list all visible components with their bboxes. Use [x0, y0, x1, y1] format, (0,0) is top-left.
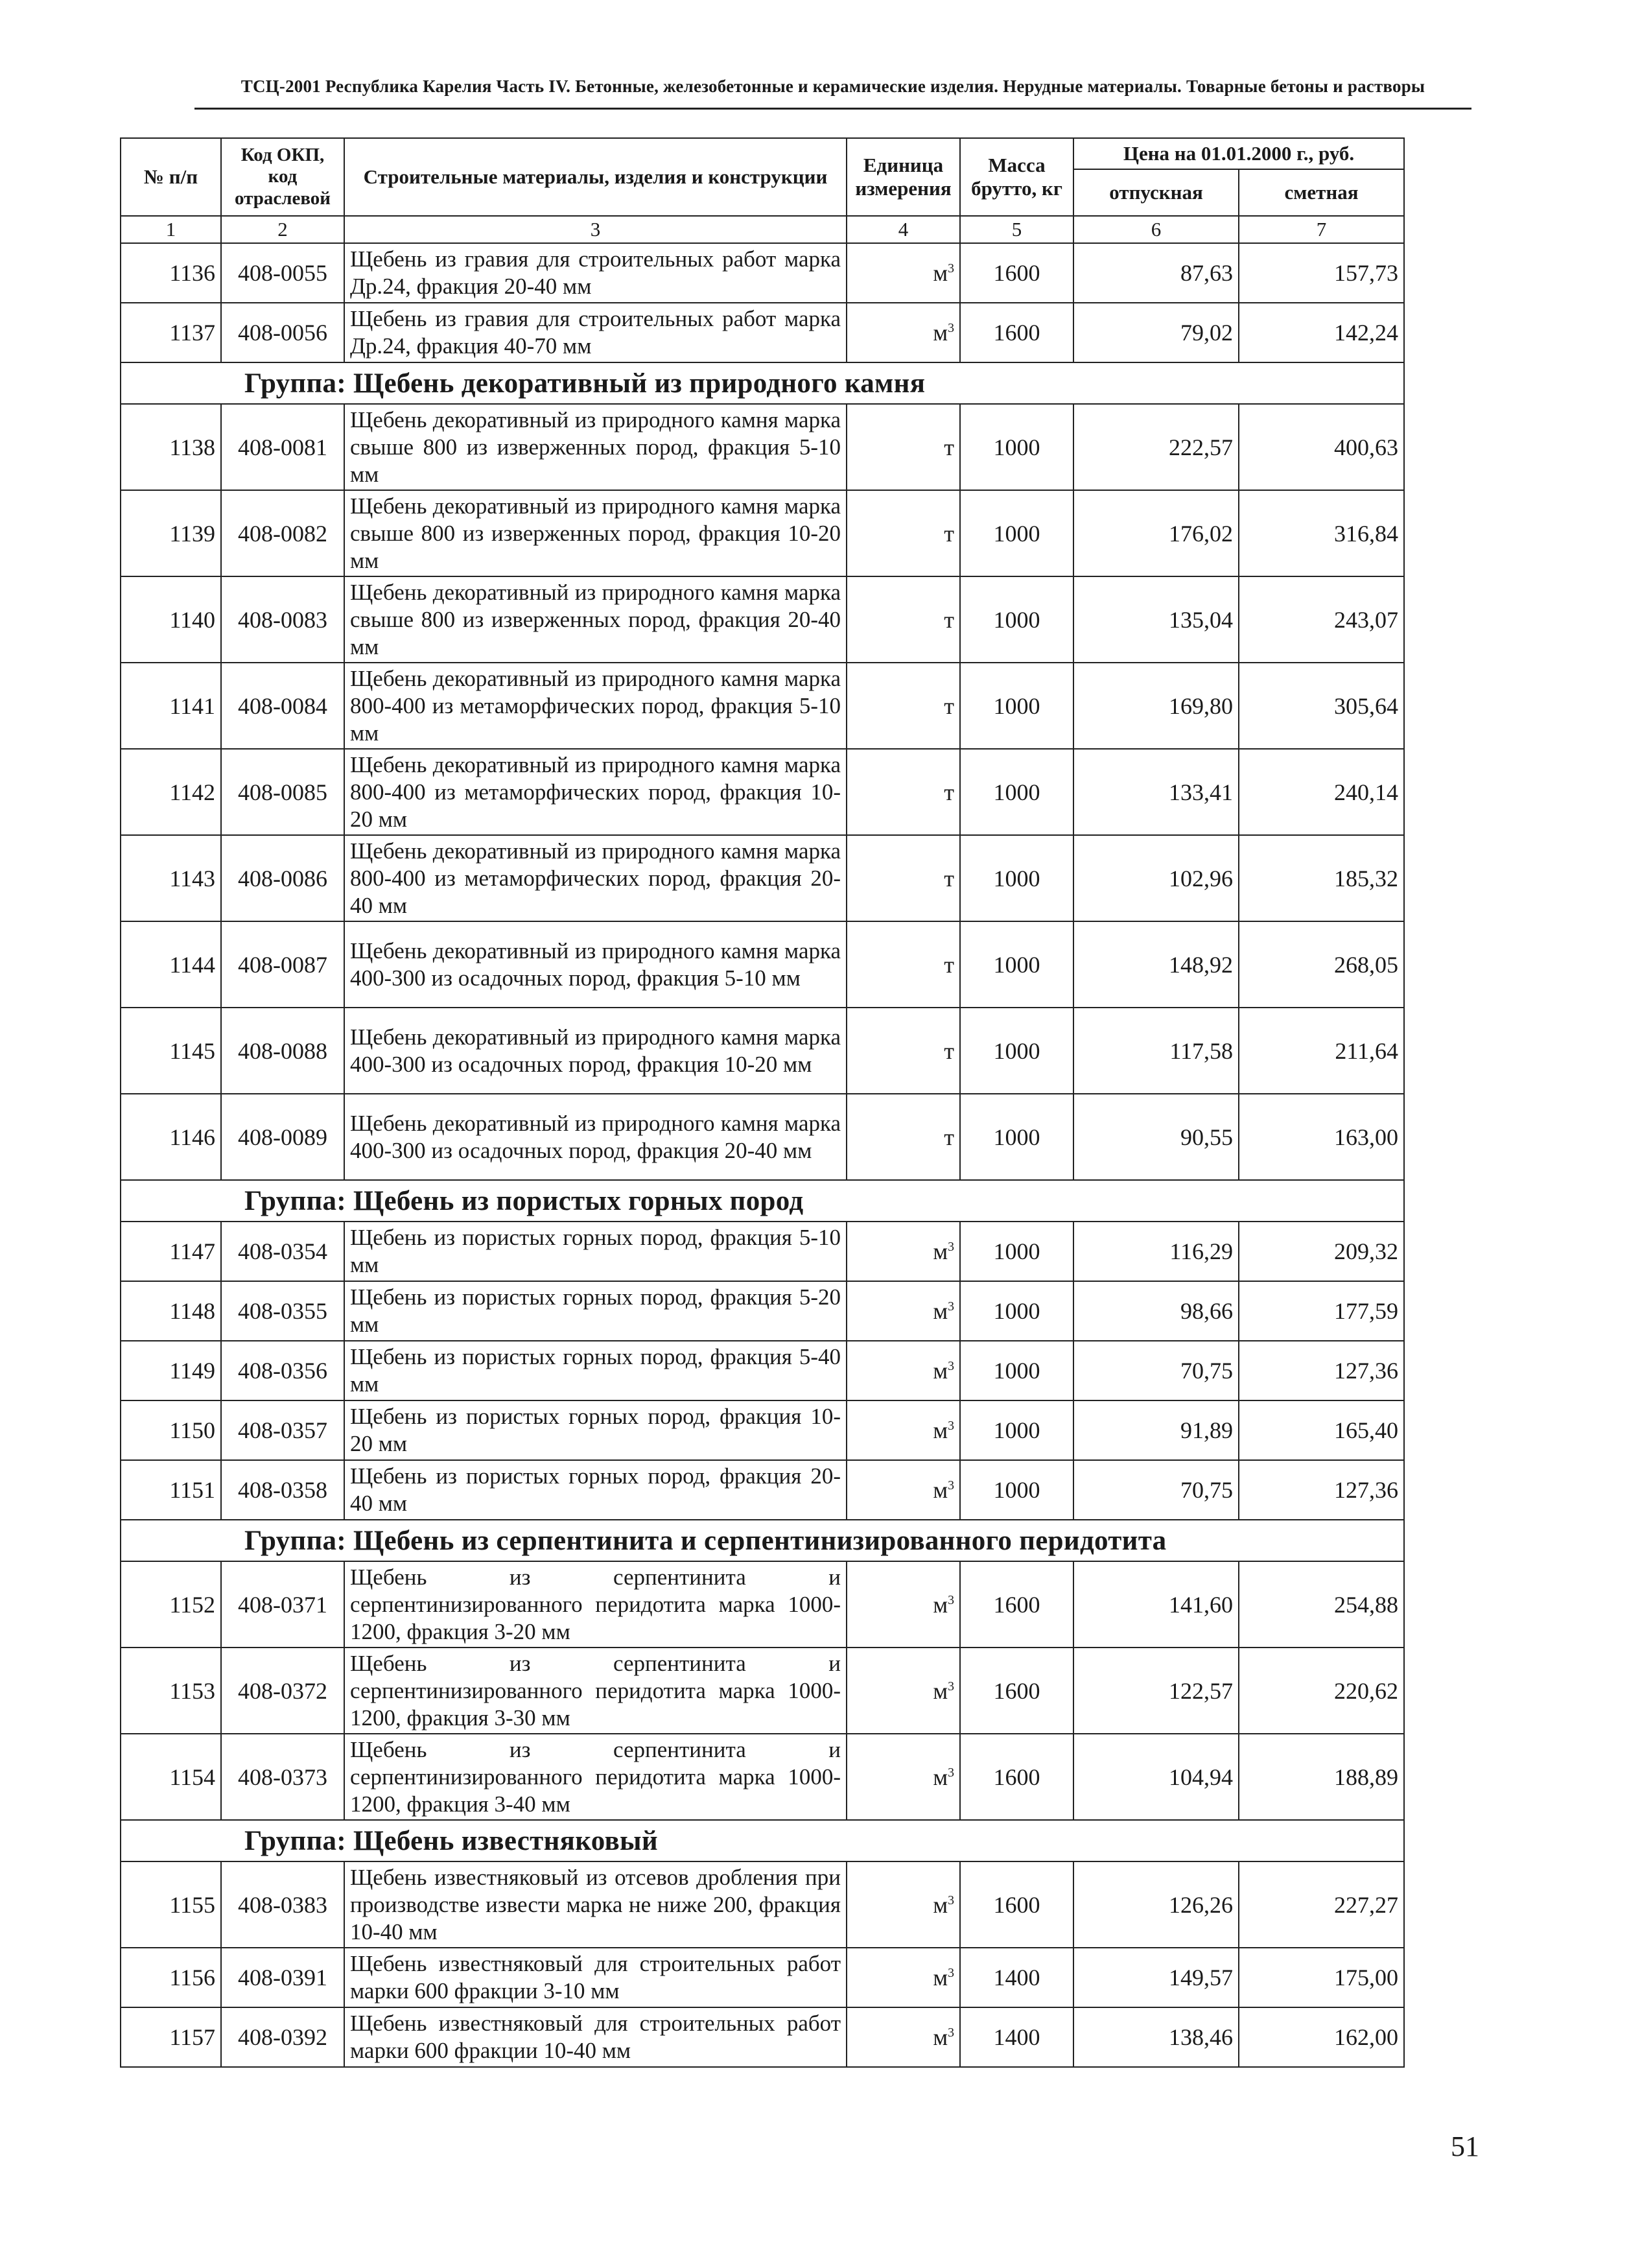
- row-number: 1153: [121, 1648, 221, 1734]
- table-row: [121, 749, 1404, 835]
- unit-base: т: [944, 1124, 954, 1150]
- group-title: Группа: Щебень из пористых горных пород: [121, 1180, 1404, 1222]
- material-name: Щебень из пористых горных пород, фракция 5-40 мм: [344, 1341, 847, 1400]
- unit-base: т: [944, 865, 954, 892]
- okp-code: 408-0354: [221, 1222, 344, 1281]
- okp-code: 408-0372: [221, 1648, 344, 1734]
- table-row: [121, 490, 1404, 576]
- mass: 1600: [960, 303, 1073, 362]
- table-row: [121, 1734, 1404, 1820]
- mass: 1000: [960, 1281, 1073, 1341]
- table-row: [121, 835, 1404, 921]
- price-release: 104,94: [1073, 1734, 1239, 1820]
- material-name: Щебень декоративный из природного камня марка 800-400 из метаморфических пород, фракция 5-10 мм: [344, 663, 847, 749]
- price-estimate: 400,63: [1239, 404, 1404, 490]
- table-row: [121, 1948, 1404, 2007]
- running-header: ТСЦ-2001 Республика Карелия Часть IV. Бетонные, железобетонные и керамические изделия. Нерудные материалы. Товарные бетоны и растворы: [240, 77, 1425, 96]
- okp-code: 408-0392: [221, 2007, 344, 2067]
- row-number: 1145: [121, 1008, 221, 1094]
- okp-code: 408-0358: [221, 1460, 344, 1520]
- table-row: [121, 576, 1404, 663]
- price-release: 122,57: [1073, 1648, 1239, 1734]
- price-estimate: 177,59: [1239, 1281, 1404, 1341]
- table-row: [121, 1561, 1404, 1648]
- mass: 1000: [960, 1008, 1073, 1094]
- price-estimate: 162,00: [1239, 2007, 1404, 2067]
- price-estimate: 211,64: [1239, 1008, 1404, 1094]
- unit-exponent: 3: [948, 1893, 954, 1908]
- mass: 1400: [960, 1948, 1073, 2007]
- unit-base: м: [933, 1477, 948, 1503]
- okp-code: 408-0357: [221, 1400, 344, 1460]
- unit: [847, 1861, 960, 1948]
- mass: 1000: [960, 576, 1073, 663]
- unit-base: м: [933, 1298, 948, 1324]
- unit-exponent: 3: [948, 321, 954, 335]
- mass: 1600: [960, 1861, 1073, 1948]
- price-release: 90,55: [1073, 1094, 1239, 1180]
- price-estimate: 268,05: [1239, 921, 1404, 1008]
- page-number: 51: [1451, 2131, 1479, 2162]
- price-estimate: 316,84: [1239, 490, 1404, 576]
- unit-base: м: [933, 260, 948, 286]
- material-name: Щебень из серпентинита и серпентинизированного перидотита марка 1000-1200, фракция 3-30 мм: [344, 1648, 847, 1734]
- mass: 1600: [960, 1648, 1073, 1734]
- price-release: 222,57: [1073, 404, 1239, 490]
- unit-base: т: [944, 951, 954, 978]
- material-name: Щебень из серпентинита и серпентинизированного перидотита марка 1000-1200, фракция 3-20 мм: [344, 1561, 847, 1648]
- price-estimate: 163,00: [1239, 1094, 1404, 1180]
- price-release: 133,41: [1073, 749, 1239, 835]
- unit: [847, 1460, 960, 1520]
- row-number: 1142: [121, 749, 221, 835]
- mass: 1000: [960, 1094, 1073, 1180]
- okp-code: 408-0373: [221, 1734, 344, 1820]
- price-estimate: 227,27: [1239, 1861, 1404, 1948]
- material-name: Щебень из пористых горных пород, фракция 5-10 мм: [344, 1222, 847, 1281]
- table-row: [121, 2007, 1404, 2067]
- unit-base: м: [933, 2024, 948, 2050]
- row-number: 1150: [121, 1400, 221, 1460]
- table-row: [121, 303, 1404, 362]
- col-header-price-estimate: сметная: [1239, 169, 1404, 216]
- price-estimate: 127,36: [1239, 1460, 1404, 1520]
- unit-base: м: [933, 320, 948, 346]
- column-number: 5: [960, 216, 1073, 243]
- price-estimate: 243,07: [1239, 576, 1404, 663]
- unit-base: т: [944, 434, 954, 460]
- price-estimate: 220,62: [1239, 1648, 1404, 1734]
- unit: [847, 1561, 960, 1648]
- unit: [847, 1948, 960, 2007]
- price-release: 148,92: [1073, 921, 1239, 1008]
- unit: [847, 1008, 960, 1094]
- material-name: Щебень из пористых горных пород, фракция 5-20 мм: [344, 1281, 847, 1341]
- unit-exponent: 3: [948, 1765, 954, 1780]
- material-name: Щебень декоративный из природного камня марка 400-300 из осадочных пород, фракция 10-20 мм: [344, 1008, 847, 1094]
- row-number: 1136: [121, 243, 221, 303]
- okp-code: 408-0088: [221, 1008, 344, 1094]
- unit: [847, 1094, 960, 1180]
- row-number: 1143: [121, 835, 221, 921]
- price-release: 149,57: [1073, 1948, 1239, 2007]
- unit-base: м: [933, 1677, 948, 1704]
- unit-base: т: [944, 779, 954, 805]
- column-number: 7: [1239, 216, 1404, 243]
- price-release: 138,46: [1073, 2007, 1239, 2067]
- unit-base: т: [944, 520, 954, 547]
- unit: [847, 1341, 960, 1400]
- mass: 1000: [960, 490, 1073, 576]
- unit-exponent: 3: [948, 1966, 954, 1980]
- okp-code: 408-0089: [221, 1094, 344, 1180]
- unit: [847, 243, 960, 303]
- row-number: 1148: [121, 1281, 221, 1341]
- material-name: Щебень известняковый для строительных работ марки 600 фракции 3-10 мм: [344, 1948, 847, 2007]
- group-title: Группа: Щебень из серпентинита и серпентинизированного перидотита: [121, 1520, 1404, 1561]
- price-release: 102,96: [1073, 835, 1239, 921]
- mass: 1000: [960, 921, 1073, 1008]
- unit: [847, 1734, 960, 1820]
- unit: [847, 749, 960, 835]
- price-estimate: 254,88: [1239, 1561, 1404, 1648]
- material-name: Щебень декоративный из природного камня марка 800-400 из метаморфических пород, фракция 10-20 мм: [344, 749, 847, 835]
- material-name: Щебень декоративный из природного камня марка 400-300 из осадочных пород, фракция 20-40 мм: [344, 1094, 847, 1180]
- okp-code: 408-0081: [221, 404, 344, 490]
- material-name: Щебень декоративный из природного камня марка свыше 800 из изверженных пород, фракция 20-40 мм: [344, 576, 847, 663]
- unit: [847, 303, 960, 362]
- okp-code: 408-0083: [221, 576, 344, 663]
- group-row: [121, 1520, 1404, 1561]
- unit-base: м: [933, 1591, 948, 1618]
- col-header-mass: Масса брутто, кг: [960, 138, 1073, 216]
- column-number: 2: [221, 216, 344, 243]
- unit: [847, 2007, 960, 2067]
- okp-code: 408-0084: [221, 663, 344, 749]
- column-number-row: [121, 216, 1404, 243]
- column-number: 3: [344, 216, 847, 243]
- price-estimate: 209,32: [1239, 1222, 1404, 1281]
- table-row: [121, 1008, 1404, 1094]
- okp-code: 408-0391: [221, 1948, 344, 2007]
- okp-code: 408-0356: [221, 1341, 344, 1400]
- row-number: 1155: [121, 1861, 221, 1948]
- mass: 1000: [960, 749, 1073, 835]
- price-release: 135,04: [1073, 576, 1239, 663]
- okp-code: 408-0082: [221, 490, 344, 576]
- price-estimate: 165,40: [1239, 1400, 1404, 1460]
- table-row: [121, 663, 1404, 749]
- material-name: Щебень из пористых горных пород, фракция 20-40 мм: [344, 1460, 847, 1520]
- table-row: [121, 1861, 1404, 1948]
- row-number: 1146: [121, 1094, 221, 1180]
- okp-code: 408-0085: [221, 749, 344, 835]
- col-header-name: Строительные материалы, изделия и конструкции: [344, 138, 847, 216]
- col-header-num: № п/п: [121, 138, 221, 216]
- table-row: [121, 1222, 1404, 1281]
- table-row: [121, 1400, 1404, 1460]
- row-number: 1151: [121, 1460, 221, 1520]
- row-number: 1140: [121, 576, 221, 663]
- row-number: 1157: [121, 2007, 221, 2067]
- unit-base: т: [944, 692, 954, 719]
- row-number: 1141: [121, 663, 221, 749]
- price-estimate: 175,00: [1239, 1948, 1404, 2007]
- unit-exponent: 3: [948, 2026, 954, 2040]
- unit: [847, 1281, 960, 1341]
- col-header-price-group: Цена на 01.01.2000 г., руб.: [1073, 138, 1404, 169]
- price-estimate: 305,64: [1239, 663, 1404, 749]
- price-table: [120, 137, 1405, 2068]
- table-row: [121, 1341, 1404, 1400]
- row-number: 1147: [121, 1222, 221, 1281]
- unit: [847, 663, 960, 749]
- unit-exponent: 3: [948, 1478, 954, 1493]
- row-number: 1152: [121, 1561, 221, 1648]
- row-number: 1139: [121, 490, 221, 576]
- price-estimate: 142,24: [1239, 303, 1404, 362]
- unit-exponent: 3: [948, 1240, 954, 1254]
- price-release: 126,26: [1073, 1861, 1239, 1948]
- group-row: [121, 1820, 1404, 1861]
- mass: 1600: [960, 1734, 1073, 1820]
- group-row: [121, 362, 1404, 404]
- price-release: 169,80: [1073, 663, 1239, 749]
- material-name: Щебень из гравия для строительных работ марка Др.24, фракция 20-40 мм: [344, 243, 847, 303]
- row-number: 1156: [121, 1948, 221, 2007]
- table-row: [121, 1281, 1404, 1341]
- unit-base: м: [933, 1417, 948, 1443]
- unit-base: м: [933, 1965, 948, 1990]
- unit-exponent: 3: [948, 1359, 954, 1373]
- column-number: 4: [847, 216, 960, 243]
- unit-base: м: [933, 1764, 948, 1790]
- price-release: 91,89: [1073, 1400, 1239, 1460]
- okp-code: 408-0371: [221, 1561, 344, 1648]
- unit: [847, 576, 960, 663]
- unit-base: м: [933, 1891, 948, 1918]
- mass: 1000: [960, 835, 1073, 921]
- price-release: 116,29: [1073, 1222, 1239, 1281]
- table-row: [121, 1648, 1404, 1734]
- mass: 1000: [960, 1400, 1073, 1460]
- row-number: 1149: [121, 1341, 221, 1400]
- unit-base: м: [933, 1358, 948, 1384]
- okp-code: 408-0086: [221, 835, 344, 921]
- unit: [847, 490, 960, 576]
- mass: 1400: [960, 2007, 1073, 2067]
- unit-exponent: 3: [948, 1592, 954, 1607]
- table-row: [121, 404, 1404, 490]
- material-name: Щебень из гравия для строительных работ марка Др.24, фракция 40-70 мм: [344, 303, 847, 362]
- unit: [847, 1400, 960, 1460]
- unit: [847, 404, 960, 490]
- mass: 1600: [960, 1561, 1073, 1648]
- price-release: 117,58: [1073, 1008, 1239, 1094]
- material-name: Щебень известняковый из отсевов дробления при производстве извести марка не ниже 200, фракция 10-40 мм: [344, 1861, 847, 1948]
- table-row: [121, 1094, 1404, 1180]
- mass: 1000: [960, 1460, 1073, 1520]
- mass: 1000: [960, 1222, 1073, 1281]
- price-estimate: 188,89: [1239, 1734, 1404, 1820]
- mass: 1000: [960, 1341, 1073, 1400]
- table-body: [121, 216, 1404, 2067]
- okp-code: 408-0383: [221, 1861, 344, 1948]
- price-release: 87,63: [1073, 243, 1239, 303]
- material-name: Щебень декоративный из природного камня марка свыше 800 из изверженных пород, фракция 10-20 мм: [344, 490, 847, 576]
- group-title: Группа: Щебень известняковый: [121, 1820, 1404, 1861]
- row-number: 1154: [121, 1734, 221, 1820]
- material-name: Щебень из пористых горных пород, фракция 10-20 мм: [344, 1400, 847, 1460]
- row-number: 1144: [121, 921, 221, 1008]
- price-release: 70,75: [1073, 1341, 1239, 1400]
- price-release: 79,02: [1073, 303, 1239, 362]
- row-number: 1138: [121, 404, 221, 490]
- okp-code: 408-0355: [221, 1281, 344, 1341]
- group-title: Группа: Щебень декоративный из природного камня: [121, 362, 1404, 404]
- price-release: 98,66: [1073, 1281, 1239, 1341]
- unit: [847, 835, 960, 921]
- price-release: 176,02: [1073, 490, 1239, 576]
- mass: 1000: [960, 404, 1073, 490]
- okp-code: 408-0087: [221, 921, 344, 1008]
- material-name: Щебень декоративный из природного камня марка 400-300 из осадочных пород, фракция 5-10 мм: [344, 921, 847, 1008]
- material-name: Щебень декоративный из природного камня марка 800-400 из метаморфических пород, фракция 20-40 мм: [344, 835, 847, 921]
- unit-base: т: [944, 1037, 954, 1064]
- okp-code: 408-0055: [221, 243, 344, 303]
- unit: [847, 1222, 960, 1281]
- price-estimate: 157,73: [1239, 243, 1404, 303]
- unit-base: м: [933, 1238, 948, 1264]
- mass: 1000: [960, 663, 1073, 749]
- group-row: [121, 1180, 1404, 1222]
- table-row: [121, 921, 1404, 1008]
- material-name: Щебень из серпентинита и серпентинизированного перидотита марка 1000-1200, фракция 3-40 мм: [344, 1734, 847, 1820]
- unit-base: т: [944, 606, 954, 633]
- unit-exponent: 3: [948, 1679, 954, 1694]
- price-estimate: 185,32: [1239, 835, 1404, 921]
- unit-exponent: 3: [948, 1419, 954, 1433]
- col-header-okp-code: Код ОКП, код отраслевой: [221, 138, 344, 216]
- col-header-price-release: отпускная: [1073, 169, 1239, 216]
- unit-exponent: 3: [948, 261, 954, 276]
- price-release: 70,75: [1073, 1460, 1239, 1520]
- okp-code: 408-0056: [221, 303, 344, 362]
- unit: [847, 921, 960, 1008]
- column-number: 1: [121, 216, 221, 243]
- col-header-unit: Единица измерения: [847, 138, 960, 216]
- material-name: Щебень известняковый для строительных работ марки 600 фракции 10-40 мм: [344, 2007, 847, 2067]
- price-estimate: 127,36: [1239, 1341, 1404, 1400]
- header-rule: [194, 108, 1471, 110]
- table-row: [121, 243, 1404, 303]
- price-release: 141,60: [1073, 1561, 1239, 1648]
- price-estimate: 240,14: [1239, 749, 1404, 835]
- table-row: [121, 1460, 1404, 1520]
- mass: 1600: [960, 243, 1073, 303]
- column-number: 6: [1073, 216, 1239, 243]
- unit: [847, 1648, 960, 1734]
- material-name: Щебень декоративный из природного камня марка свыше 800 из изверженных пород, фракция 5-10 мм: [344, 404, 847, 490]
- unit-exponent: 3: [948, 1299, 954, 1314]
- row-number: 1137: [121, 303, 221, 362]
